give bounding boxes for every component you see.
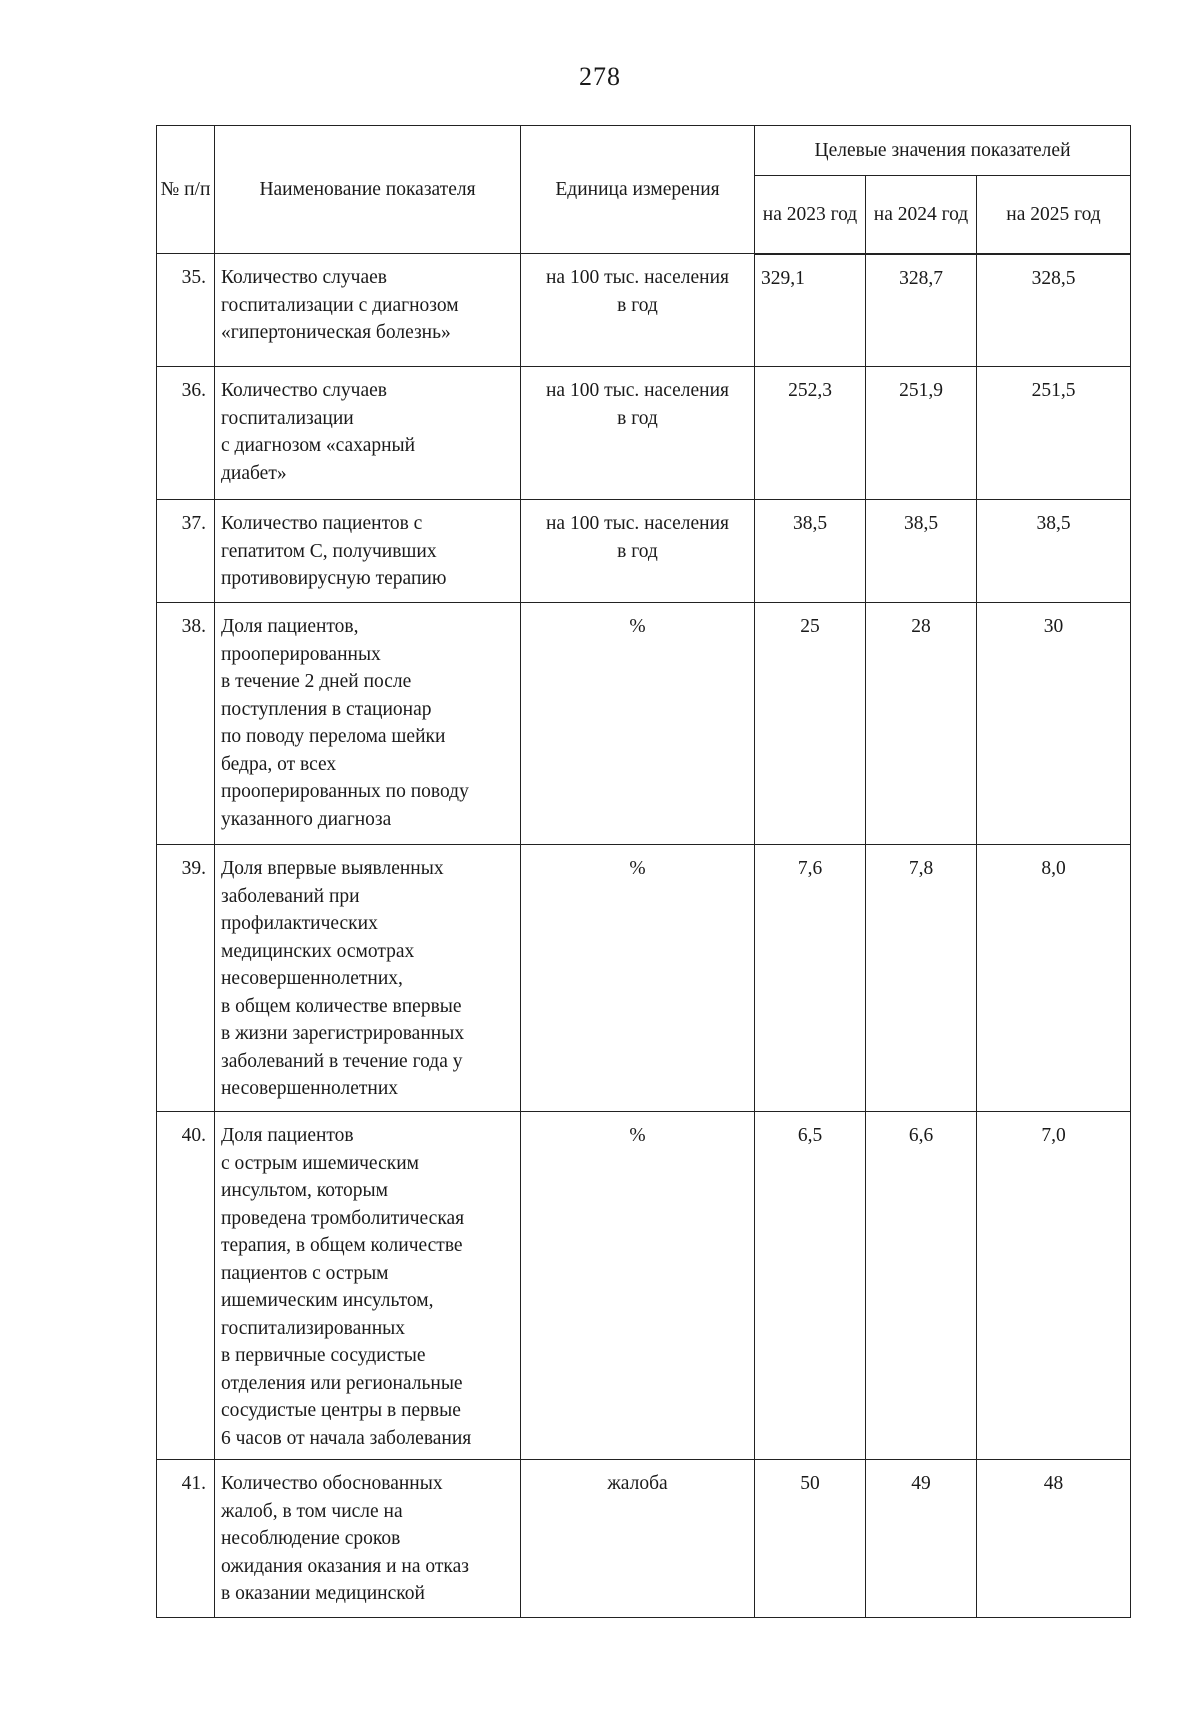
target-2023-value: 38,5 <box>755 500 866 603</box>
indicator-name-line: противовирусную терапию <box>221 568 447 589</box>
table-row <box>157 845 1131 1112</box>
target-2024-value: 38,5 <box>866 500 977 603</box>
row-number: 38. <box>157 603 215 845</box>
indicator-name-line: сосудистые центры в первые <box>221 1400 461 1421</box>
indicator-name-line: 6 часов от начала заболевания <box>221 1427 472 1449</box>
table-row <box>157 1460 1131 1618</box>
indicator-name-line: госпитализации <box>221 407 354 429</box>
indicator-name-line: госпитализации с диагнозом <box>221 294 459 316</box>
indicator-name <box>215 603 521 845</box>
indicator-name <box>215 367 521 500</box>
indicator-name-line: диабет» <box>221 462 287 484</box>
indicator-name-line: Доля пациентов, <box>221 616 359 637</box>
indicator-name-line: инсультом, которым <box>221 1180 388 1201</box>
unit-line: % <box>629 616 646 637</box>
indicator-name-line: пациентов с острым <box>221 1262 389 1284</box>
unit-of-measure <box>521 254 755 367</box>
indicator-name <box>215 1112 521 1460</box>
row-number: 41. <box>157 1460 215 1618</box>
target-2025-value: 7,0 <box>977 1112 1131 1460</box>
target-2024-value: 28 <box>866 603 977 845</box>
indicator-name-line: заболеваний в течение года у <box>221 1050 463 1072</box>
target-2025-value: 30 <box>977 603 1131 845</box>
indicator-name-line: с диагнозом «сахарный <box>221 435 416 456</box>
row-number: 36. <box>157 367 215 500</box>
indicator-name-line: ожидания оказания и на отказ <box>221 1555 469 1577</box>
indicator-name-line: несоблюдение сроков <box>221 1528 401 1549</box>
indicator-name-line: в жизни зарегистрированных <box>221 1023 465 1044</box>
unit-line: на 100 тыс. населения <box>546 267 729 288</box>
target-2024-value: 7,8 <box>866 845 977 1112</box>
table-row <box>157 500 1131 603</box>
indicator-name-line: Доля пациентов <box>221 1125 354 1146</box>
table-row <box>157 603 1131 845</box>
header-year-2024: на 2024 год <box>866 176 977 254</box>
row-number: 37. <box>157 500 215 603</box>
unit-line: % <box>629 1125 646 1146</box>
target-2025-value: 328,5 <box>977 254 1131 367</box>
header-unit: Единица измерения <box>521 126 755 254</box>
row-number: 40. <box>157 1112 215 1460</box>
indicator-name-line: гепатитом С, получивших <box>221 540 437 562</box>
header-number: № п/п <box>157 126 215 254</box>
indicator-name-line: в первичные сосудистые <box>221 1345 426 1366</box>
target-2023-value: 252,3 <box>755 367 866 500</box>
unit-of-measure <box>521 845 755 1112</box>
target-2023-value: 329,1 <box>755 254 866 367</box>
target-2025-value: 48 <box>977 1460 1131 1618</box>
indicator-name-line: отделения или региональные <box>221 1372 463 1394</box>
indicator-name-line: Доля впервые выявленных <box>221 858 444 879</box>
header-indicator-name: Наименование показателя <box>215 126 521 254</box>
unit-line: в год <box>617 540 658 562</box>
row-number: 39. <box>157 845 215 1112</box>
indicator-name-line: «гипертоническая болезнь» <box>221 322 451 343</box>
indicator-name-line: Количество пациентов с <box>221 513 423 534</box>
indicator-name-line: Количество обоснованных <box>221 1473 443 1494</box>
page-number: 278 <box>579 62 621 91</box>
table-row <box>157 367 1131 500</box>
target-2023-value: 7,6 <box>755 845 866 1112</box>
indicator-name-line: по поводу перелома шейки <box>221 726 446 747</box>
table-row <box>157 254 1131 367</box>
table-header-row <box>157 126 1131 176</box>
indicators-table <box>156 125 1131 1618</box>
unit-of-measure <box>521 603 755 845</box>
indicator-name-line: в оказании медицинской <box>221 1583 425 1604</box>
indicator-name-line: несовершеннолетних, <box>221 968 403 989</box>
indicator-name-line: в течение 2 дней после <box>221 671 412 692</box>
target-2023-value: 25 <box>755 603 866 845</box>
indicator-name-line: медицинских осмотрах <box>221 940 415 962</box>
unit-of-measure <box>521 1112 755 1460</box>
unit-line: на 100 тыс. населения <box>546 513 729 534</box>
indicator-name-line: заболеваний при <box>221 885 360 907</box>
target-2024-value: 328,7 <box>866 254 977 367</box>
unit-line: в год <box>617 294 658 316</box>
indicator-name-line: прооперированных <box>221 643 381 665</box>
header-year-2025: на 2025 год <box>977 176 1131 254</box>
target-2024-value: 6,6 <box>866 1112 977 1460</box>
indicator-name-line: терапия, в общем количестве <box>221 1235 463 1256</box>
indicator-name-line: госпитализированных <box>221 1317 405 1339</box>
unit-of-measure <box>521 367 755 500</box>
target-2025-value: 38,5 <box>977 500 1131 603</box>
indicator-name-line: с острым ишемическим <box>221 1152 419 1174</box>
unit-line: жалоба <box>607 1473 668 1494</box>
indicator-name-line: бедра, от всех <box>221 753 337 775</box>
indicator-name-line: указанного диагноза <box>221 808 392 830</box>
header-year-2023: на 2023 год <box>755 176 866 254</box>
target-2023-value: 50 <box>755 1460 866 1618</box>
table-row <box>157 1112 1131 1460</box>
target-2025-value: 251,5 <box>977 367 1131 500</box>
indicator-name <box>215 845 521 1112</box>
indicator-name-line: жалоб, в том числе на <box>221 1500 403 1522</box>
unit-line: в год <box>617 407 658 429</box>
indicator-name <box>215 500 521 603</box>
unit-line: на 100 тыс. населения <box>546 380 729 401</box>
header-target-values: Целевые значения показателей <box>755 126 1131 176</box>
indicator-name-line: проведена тромболитическая <box>221 1207 465 1229</box>
indicator-name-line: в общем количестве впервые <box>221 995 462 1017</box>
unit-of-measure <box>521 1460 755 1618</box>
indicator-name-line: Количество случаев <box>221 267 387 288</box>
row-number: 35. <box>157 254 215 367</box>
unit-line: % <box>629 858 646 879</box>
target-2023-value: 6,5 <box>755 1112 866 1460</box>
indicator-name-line: ишемическим инсультом, <box>221 1290 434 1311</box>
indicator-name-line: прооперированных по поводу <box>221 781 469 802</box>
indicator-name-line: профилактических <box>221 913 378 934</box>
unit-of-measure <box>521 500 755 603</box>
indicator-name-line: поступления в стационар <box>221 698 432 720</box>
indicator-name-line: несовершеннолетних <box>221 1078 399 1099</box>
target-2025-value: 8,0 <box>977 845 1131 1112</box>
indicator-name <box>215 254 521 367</box>
target-2024-value: 251,9 <box>866 367 977 500</box>
indicator-name-line: Количество случаев <box>221 380 387 401</box>
target-2024-value: 49 <box>866 1460 977 1618</box>
indicator-name <box>215 1460 521 1618</box>
